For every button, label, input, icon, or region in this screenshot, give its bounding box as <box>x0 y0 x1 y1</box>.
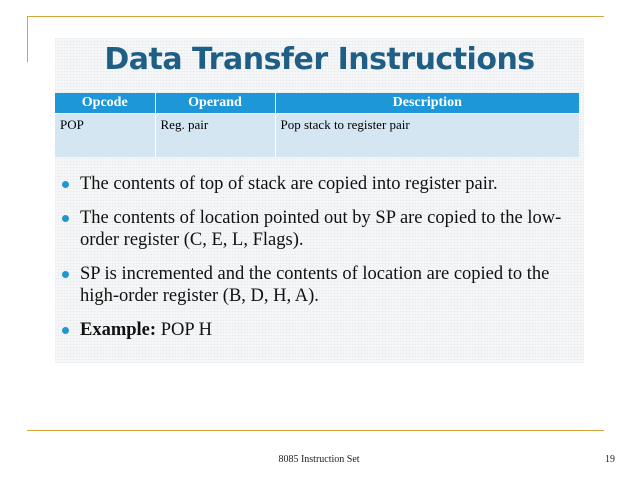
slide-title: Data Transfer Instructions <box>104 42 535 77</box>
bullet-item <box>60 173 580 195</box>
cell-description: Pop stack to register pair <box>275 114 579 158</box>
table-header-row <box>55 93 579 114</box>
bullet-dot-icon <box>62 215 69 222</box>
frame-top-line <box>27 16 604 17</box>
header-description: Description <box>275 93 579 114</box>
bullet-dot-icon <box>62 271 69 278</box>
frame-bottom-line <box>27 430 604 431</box>
cell-operand: Reg. pair <box>155 114 275 158</box>
example-label: Example: <box>80 320 157 340</box>
page-number: 19 <box>605 454 615 465</box>
bullet-text: SP is incremented and the contents of location are copied to the high-order register (B, D, H, A). <box>80 264 550 306</box>
bullet-text: The contents of location pointed out by SP are copied to the low-order register (C, E, L, Flags). <box>80 208 562 250</box>
header-operand: Operand <box>155 93 275 114</box>
cell-opcode: POP <box>55 114 155 158</box>
bullet-list <box>60 173 580 353</box>
bullet-item <box>60 207 580 251</box>
bullet-item-example <box>60 319 580 341</box>
table-row <box>55 114 579 158</box>
bullet-text: The contents of top of stack are copied into register pair. <box>80 174 498 194</box>
header-opcode: Opcode <box>55 93 155 114</box>
bullet-item <box>60 263 580 307</box>
frame-left-line <box>27 16 28 62</box>
instruction-table <box>55 93 579 157</box>
footer-title: 8085 Instruction Set <box>278 454 360 465</box>
bullet-dot-icon <box>62 327 69 334</box>
bullet-dot-icon <box>62 181 69 188</box>
example-value: POP H <box>156 320 212 340</box>
